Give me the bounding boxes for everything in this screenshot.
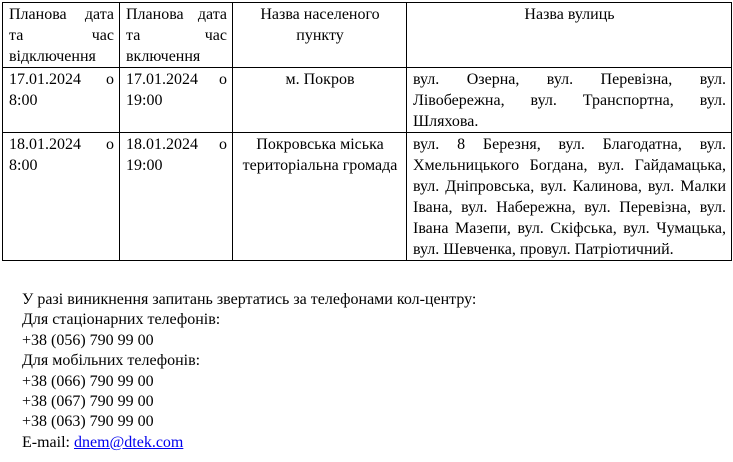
cell-settlement: Покровська міська територіальна громада bbox=[233, 133, 407, 261]
email-line bbox=[22, 433, 476, 453]
table-header-row bbox=[3, 3, 732, 68]
email-link[interactable]: dnem@dtek.com bbox=[73, 433, 184, 451]
landline-phone: +38 (056) 790 99 00 bbox=[22, 331, 154, 349]
header-outage-start: Планова дата та час відключення bbox=[3, 3, 120, 68]
mobile-label: Для мобільних телефонів: bbox=[22, 352, 201, 370]
table-row bbox=[3, 133, 732, 261]
header-settlement: Назва населеного пункту bbox=[233, 3, 407, 68]
mobile-phone: +38 (067) 790 99 00 bbox=[22, 393, 154, 411]
mobile-phone: +38 (063) 790 99 00 bbox=[22, 413, 154, 431]
landline-label: Для стаціонарних телефонів: bbox=[22, 311, 221, 329]
cell-outage-end: 18.01.2024 о 19:00 bbox=[120, 133, 233, 261]
cell-streets: вул. 8 Березня, вул. Благодатна, вул. Хмельницького Богдана, вул. Гайдамацька, вул. Дніпровська, вул. Калинова, вул. Малки Івана, вул. Набережна, вул. Перевізна, вул. Івана Мазепи, вул. Скіфська, вул. Чумацька, вул. Шевченка, провул. Патріотичний. bbox=[407, 133, 732, 261]
mobile-phone: +38 (066) 790 99 00 bbox=[22, 372, 154, 390]
contact-intro: У разі виникнення запитань звертатись за телефонами кол-центру: bbox=[22, 291, 477, 308]
contact-info bbox=[22, 290, 476, 453]
cell-outage-start: 17.01.2024 о 8:00 bbox=[3, 68, 120, 133]
outage-schedule-table bbox=[2, 2, 732, 261]
header-outage-end: Планова дата та час включення bbox=[120, 3, 233, 68]
cell-settlement: м. Покров bbox=[233, 68, 407, 133]
cell-outage-end: 17.01.2024 о 19:00 bbox=[120, 68, 233, 133]
table-row bbox=[3, 68, 732, 133]
cell-outage-start: 18.01.2024 о 8:00 bbox=[3, 133, 120, 261]
email-label: E-mail: bbox=[22, 433, 74, 451]
header-streets: Назва вулиць bbox=[407, 3, 732, 68]
cell-streets: вул. Озерна, вул. Перевізна, вул. Лівобережна, вул. Транспортна, вул. Шляхова. bbox=[407, 68, 732, 133]
